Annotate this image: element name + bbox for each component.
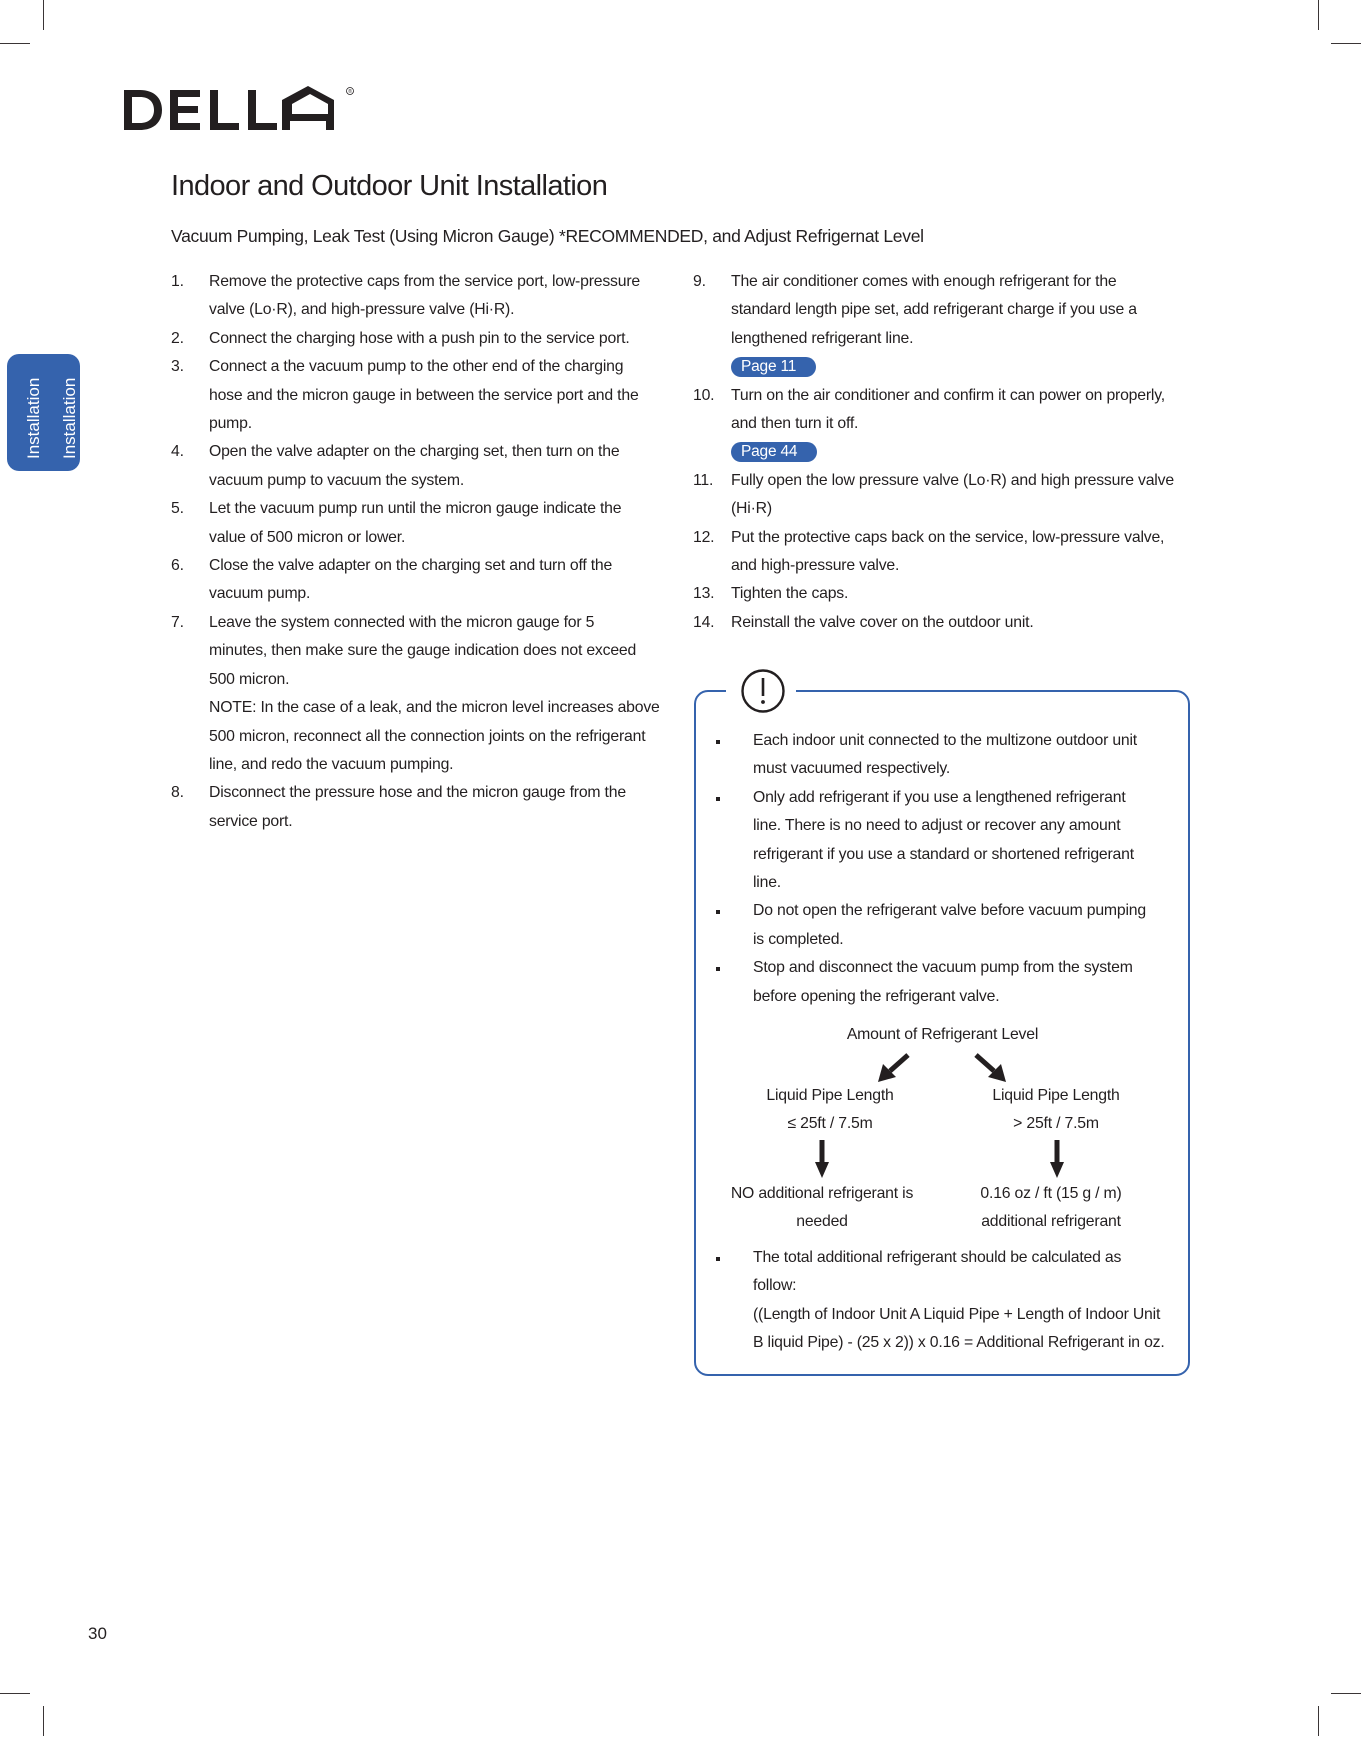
bullet-text: before opening the refrigerant valve. xyxy=(753,987,1000,1005)
crop-mark xyxy=(1318,1706,1319,1736)
step-note: NOTE: In the case of a leak, and the micron level increases above xyxy=(209,699,660,717)
step-item xyxy=(693,268,1203,353)
step-text: and then turn it off. xyxy=(731,415,859,433)
step-item xyxy=(693,467,1203,524)
section-tab-installation[interactable] xyxy=(7,354,80,471)
step-number: 13. xyxy=(693,585,715,603)
flow-right-condition xyxy=(946,1082,1166,1139)
bullet-marker xyxy=(716,797,720,801)
caution-bullets-final xyxy=(716,1244,1186,1358)
step-item xyxy=(171,552,681,609)
bullet-marker xyxy=(716,740,720,744)
flow-root-label: Amount of Refrigerant Level xyxy=(846,1026,1039,1043)
bullet-text: line. There is no need to adjust or recover any amount xyxy=(753,817,1121,835)
section-subtitle: Vacuum Pumping, Leak Test (Using Micron Gauge) *RECOMMENDED, and Adjust Refrigernat Level xyxy=(171,226,924,246)
bullet-text: must vacuumed respectively. xyxy=(753,760,951,778)
flow-right-result-text: additional refrigerant xyxy=(981,1213,1121,1231)
bullet-text: refrigerant if you use a standard or shortened refrigerant xyxy=(753,845,1134,863)
crop-mark xyxy=(0,43,30,44)
step-item xyxy=(171,779,681,836)
step-number: 7. xyxy=(171,613,184,631)
step-text: Let the vacuum pump run until the micron gauge indicate the xyxy=(209,500,622,518)
bullet-marker xyxy=(716,967,720,971)
step-number: 4. xyxy=(171,443,184,461)
step-text: pump. xyxy=(209,415,252,433)
bullet-item xyxy=(716,727,1186,784)
bullet-text: follow: xyxy=(753,1277,797,1295)
step-text: Connect a the vacuum pump to the other end of the charging xyxy=(209,358,624,376)
step-number: 9. xyxy=(693,273,706,290)
step-text: Leave the system connected with the micron gauge for 5 xyxy=(209,613,595,631)
step-item xyxy=(171,268,681,325)
step-item xyxy=(171,438,681,495)
bullet-text: Only add refrigerant if you use a lengthened refrigerant xyxy=(753,788,1126,806)
crop-mark xyxy=(1318,0,1319,30)
step-text: Close the valve adapter on the charging set and turn off the xyxy=(209,557,613,575)
step-item xyxy=(693,524,1203,581)
step-note: 500 micron, reconnect all the connection joints on the refrigerant xyxy=(209,727,646,745)
crop-mark xyxy=(43,1706,44,1736)
bullet-marker xyxy=(716,1257,720,1261)
step-number: 11. xyxy=(693,471,714,489)
step-number: 1. xyxy=(171,273,184,290)
flow-left-condition-value: ≤ 25ft / 7.5m xyxy=(787,1115,873,1133)
bullet-item xyxy=(716,897,1186,954)
steps-list-left xyxy=(171,268,681,836)
step-text: standard length pipe set, add refrigerant charge if you use a xyxy=(731,301,1137,319)
bullet-text: The total additional refrigerant should be calculated as xyxy=(753,1249,1122,1266)
flow-left-condition xyxy=(720,1082,940,1139)
section-tab-label: Installation xyxy=(24,377,43,459)
exclamation-circle-icon xyxy=(740,668,786,714)
step-item xyxy=(693,609,1203,637)
step-text: vacuum pump. xyxy=(209,585,311,603)
step-number: 6. xyxy=(171,557,184,575)
step-text: Remove the protective caps from the service port, low-pressure xyxy=(209,273,640,290)
flow-right-result xyxy=(941,1180,1161,1237)
step-text: minutes, then make sure the gauge indication does not exceed xyxy=(209,642,637,660)
bullet-text: Stop and disconnect the vacuum pump from the system xyxy=(753,959,1133,977)
step-item xyxy=(171,609,681,779)
flow-left-result xyxy=(712,1180,932,1237)
step-text: The air conditioner comes with enough refrigerant for the xyxy=(731,273,1117,290)
step-item xyxy=(693,382,1203,439)
flow-left-condition-title: Liquid Pipe Length xyxy=(766,1087,894,1104)
della-logo xyxy=(124,86,356,134)
formula-text: ((Length of Indoor Unit A Liquid Pipe + Length of Indoor Unit xyxy=(753,1305,1161,1323)
step-text: vacuum pump to vacuum the system. xyxy=(209,471,465,489)
page-link-44[interactable]: Page 44 xyxy=(731,442,817,462)
flow-left-result-text: NO additional refrigerant is xyxy=(730,1185,914,1202)
flow-right-condition-value: > 25ft / 7.5m xyxy=(1013,1115,1099,1133)
bullet-marker xyxy=(716,910,720,914)
caution-bullets xyxy=(716,727,1186,1011)
step-number: 8. xyxy=(171,784,184,802)
flow-right-condition-title: Liquid Pipe Length xyxy=(992,1087,1120,1104)
step-number: 5. xyxy=(171,500,184,518)
step-item xyxy=(171,325,681,353)
step-number: 12. xyxy=(693,528,715,546)
page-link-11[interactable]: Page 11 xyxy=(731,357,816,377)
crop-mark xyxy=(1331,1693,1361,1694)
flow-right-result-text: 0.16 oz / ft (15 g / m) xyxy=(980,1185,1122,1202)
step-number: 14. xyxy=(693,613,715,631)
svg-text:®: ® xyxy=(348,89,352,95)
formula-text: B liquid Pipe) - (25 x 2)) x 0.16 = Additional Refrigerant in oz. xyxy=(753,1334,1165,1352)
step-text: Reinstall the valve cover on the outdoor unit. xyxy=(731,613,1034,631)
page-title: Indoor and Outdoor Unit Installation xyxy=(171,170,608,202)
bullet-text: line. xyxy=(753,874,781,892)
step-text: Fully open the low pressure valve (Lo·R) and high pressure valve xyxy=(731,471,1174,489)
step-text: Open the valve adapter on the charging set, then turn on the xyxy=(209,443,620,461)
crop-mark xyxy=(0,1693,30,1694)
step-item xyxy=(171,495,681,552)
step-text: Tighten the caps. xyxy=(731,585,849,603)
flow-left-result-text: needed xyxy=(796,1213,848,1231)
step-number: 3. xyxy=(171,358,184,376)
steps-list-right xyxy=(693,268,1203,637)
bullet-text: Do not open the refrigerant valve before vacuum pumping xyxy=(753,902,1146,920)
step-text: Disconnect the pressure hose and the micron gauge from the xyxy=(209,784,626,802)
bullet-item xyxy=(716,954,1186,1011)
crop-mark xyxy=(43,0,44,30)
page-number: 30 xyxy=(88,1624,107,1643)
crop-mark xyxy=(1331,43,1361,44)
step-text: 500 micron. xyxy=(209,670,290,688)
step-text: Turn on the air conditioner and confirm it can power on properly, xyxy=(731,386,1165,404)
step-text: (Hi·R) xyxy=(731,500,772,518)
step-text: Put the protective caps back on the service, low-pressure valve, xyxy=(731,528,1165,546)
step-item xyxy=(693,580,1203,608)
step-item xyxy=(171,353,681,438)
step-number: 10. xyxy=(693,386,715,404)
bullet-text: Each indoor unit connected to the multizone outdoor unit xyxy=(753,732,1137,749)
bullet-text: is completed. xyxy=(753,930,844,948)
step-text: lengthened refrigerant line. xyxy=(731,329,914,347)
step-text: value of 500 micron or lower. xyxy=(209,528,406,546)
step-text: hose and the micron gauge in between the service port and the xyxy=(209,386,639,404)
step-text: and high-pressure valve. xyxy=(731,557,900,575)
step-number: 2. xyxy=(171,329,184,347)
step-text: service port. xyxy=(209,812,293,830)
step-text: Connect the charging hose with a push pin to the service port. xyxy=(209,329,630,347)
section-tab-label: Installation xyxy=(60,377,79,459)
step-note: line, and redo the vacuum pumping. xyxy=(209,755,454,773)
bullet-item xyxy=(716,784,1186,898)
step-text: valve (Lo·R), and high-pressure valve (Hi·R). xyxy=(209,301,515,319)
bullet-item xyxy=(716,1244,1186,1358)
